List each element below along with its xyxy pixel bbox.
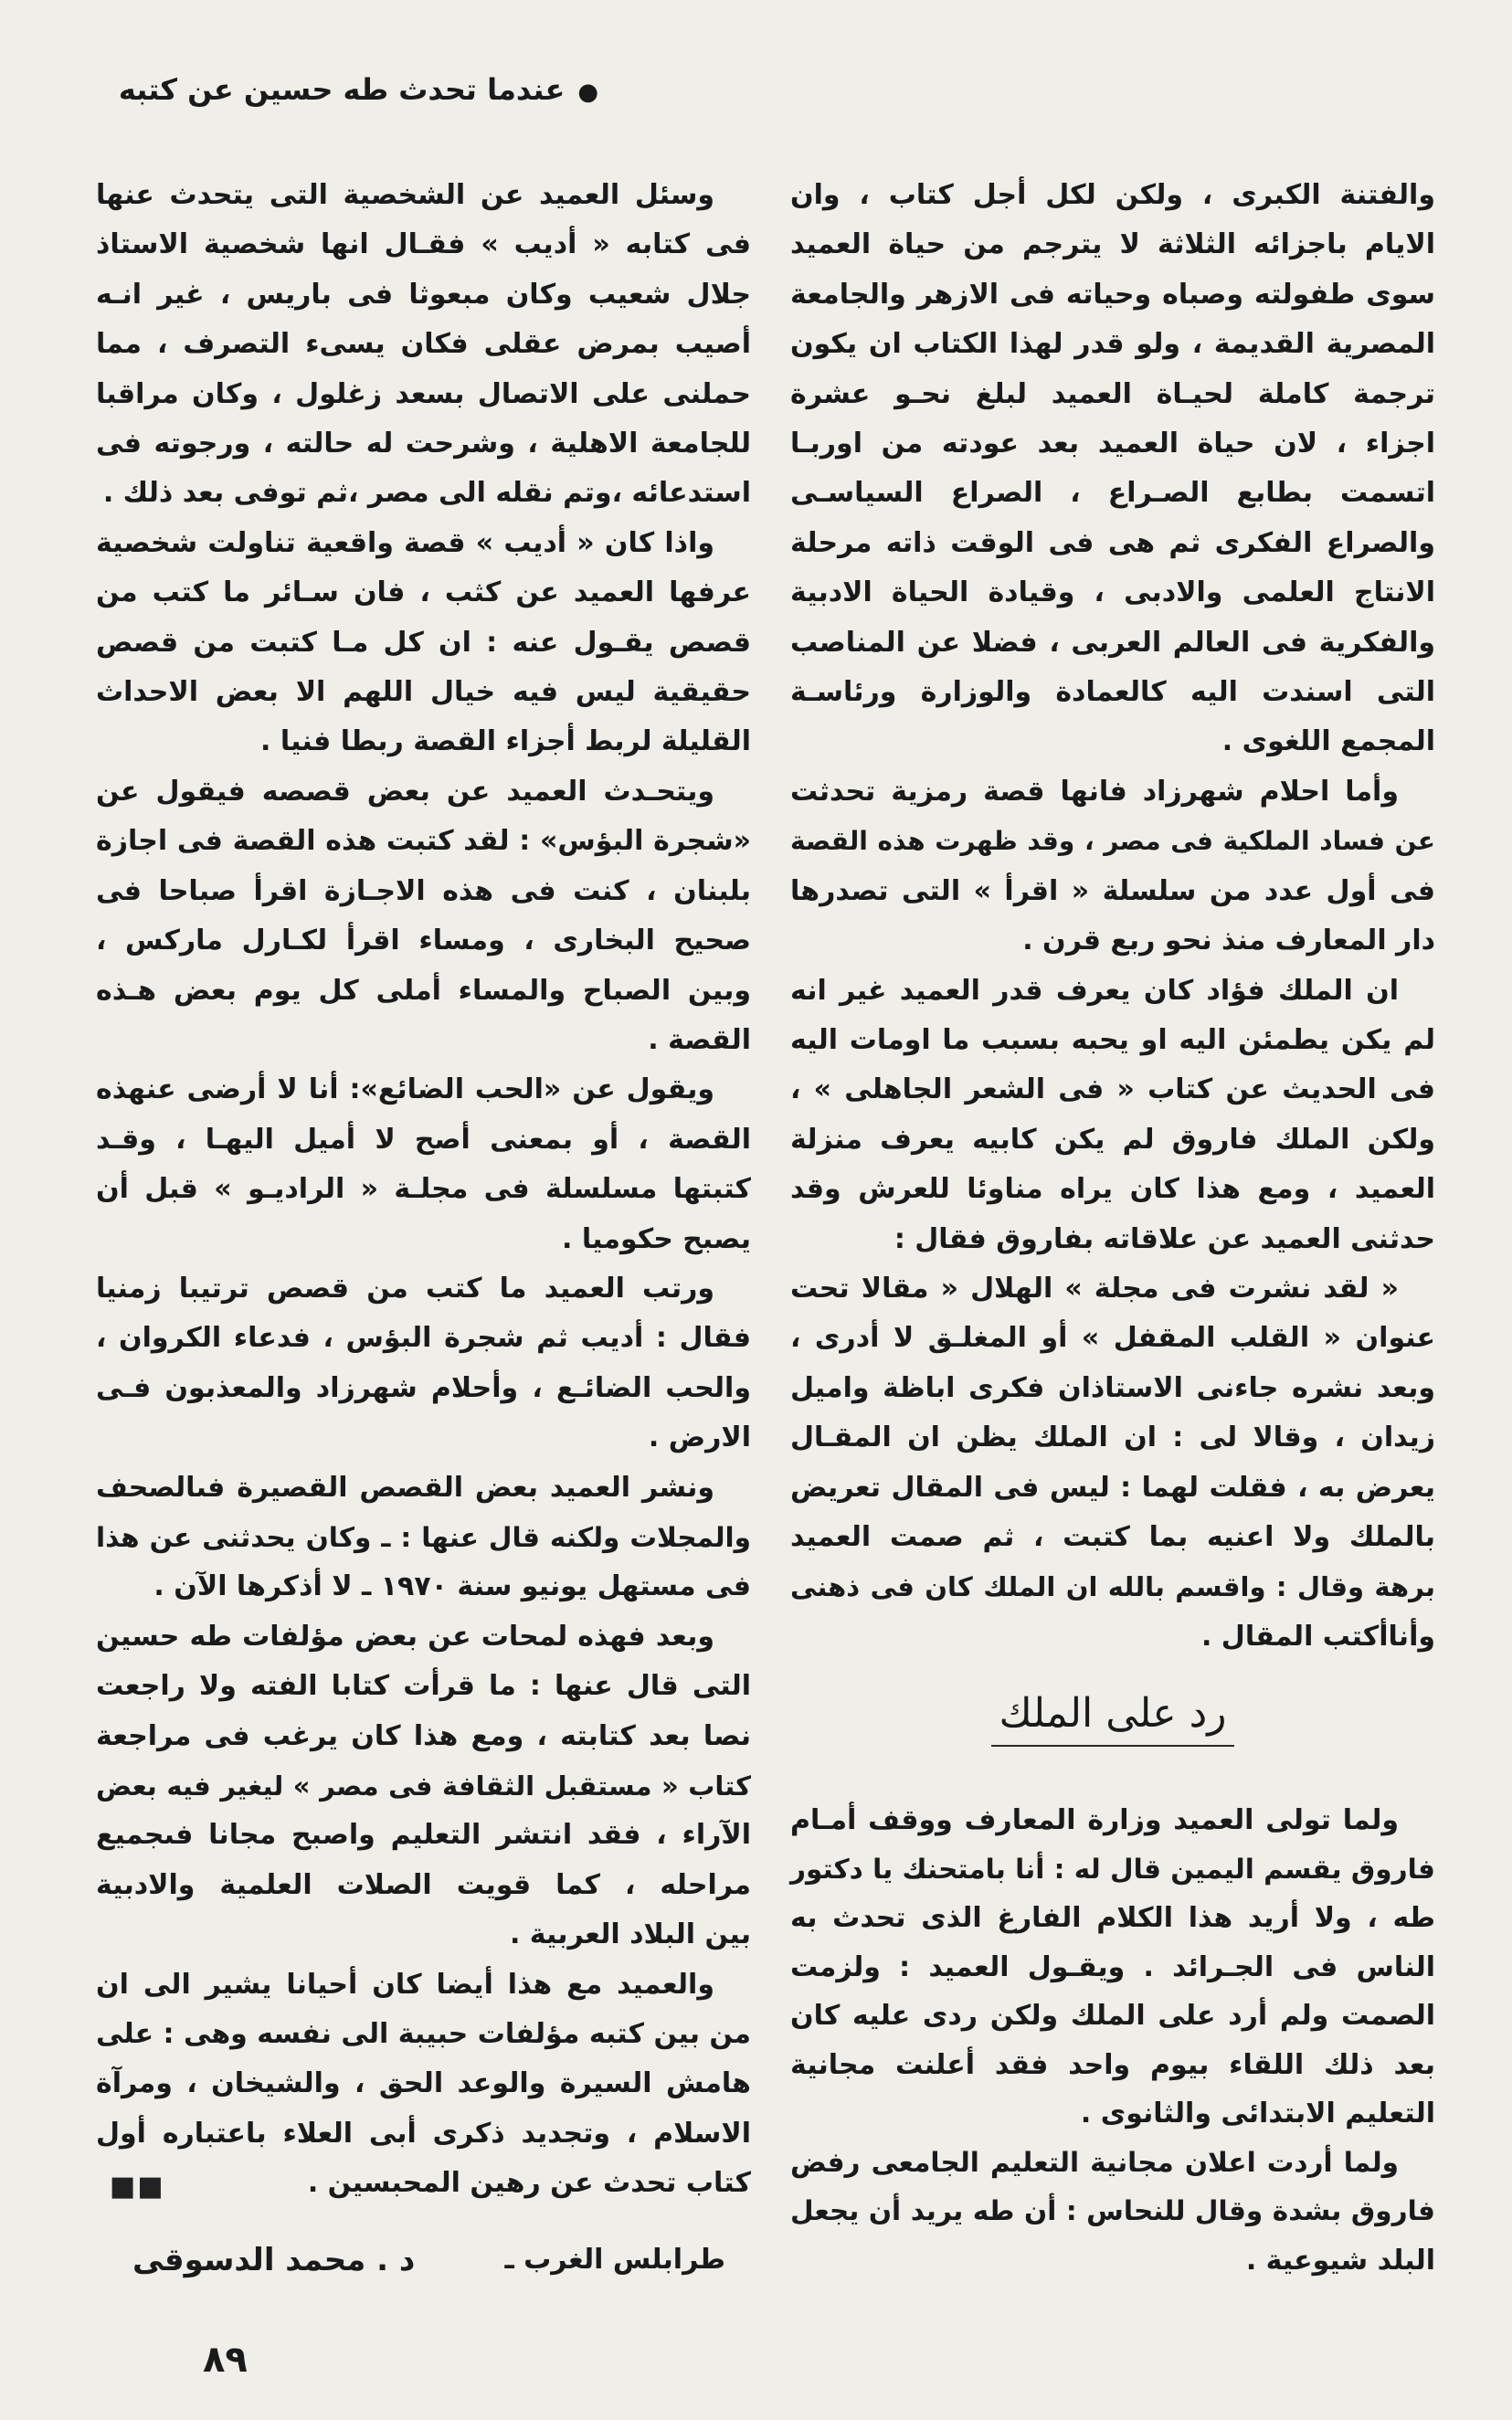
paragraph	[96, 1264, 751, 1464]
text-line: ان الملك فؤاد كان يعرف قدر العميد غير انه	[790, 974, 1399, 1007]
signature-author: د . محمد الدسوقى	[132, 2242, 416, 2278]
text-line: « لقد نشرت فى مجلة » الهلال « مقالا تحت	[790, 1272, 1399, 1305]
text-line: ولكن الملك فاروق لم يكن كابيه يعرف منزلة	[790, 1123, 1435, 1156]
paragraph	[790, 171, 1435, 767]
text-line: حقيقية ليس فيه خيال اللهم الا بعض الاحداث	[96, 676, 751, 709]
text-line: ورتب العميد ما كتب من قصص ترتيبا زمنيا	[96, 1272, 714, 1305]
text-line: حملنى على الاتصال بسعد زغلول ، وكان مراقبا	[96, 377, 751, 410]
text-line: هامش السيرة والوعد الحق ، والشيخان ، ومرآة	[96, 2067, 751, 2100]
subheading-text: رد على الملك	[991, 1686, 1233, 1747]
text-line: التى اسندت اليه كالعمادة والوزارة ورئاسـة	[790, 676, 1435, 709]
paragraph	[96, 1960, 751, 2209]
text-line: عنوان « القلب المقفل » أو المغلـق لا أدرى ،	[790, 1322, 1435, 1355]
text-line: فاروق يقسم اليمين قال له : أنا بامتحنك يا دكتور	[790, 1853, 1435, 1885]
text-line: فاروق بشدة وقال للنحاس : أن طه يريد أن يجعل	[790, 2195, 1435, 2226]
text-line: البلد شيوعية .	[1245, 2244, 1435, 2277]
text-line: التعليم الابتدائى والثانوى .	[1080, 2098, 1435, 2129]
text-line: وبين الصباح والمساء أملى كل يوم بعض هـذه	[96, 974, 751, 1007]
text-line: وبعد فهذه لمحات عن بعض مؤلفات طه حسين	[96, 1620, 714, 1653]
paragraph	[790, 967, 1435, 1264]
text-line: صحيح البخارى ، ومساء اقرأ لكـارل ماركس ،	[96, 925, 751, 957]
paragraph	[96, 519, 751, 767]
paragraph	[96, 171, 751, 519]
text-line: بالملك ولا اعنيه بما كتبت ، ثم صمت العميد	[790, 1520, 1435, 1553]
text-line: دار المعارف منذ نحو ربع قرن .	[1022, 925, 1435, 957]
text-line: كتاب « مستقبل الثقافة فى مصر » ليغير فيه بعض	[96, 1770, 751, 1802]
text-line: للجامعة الاهلية ، وشرحت له حالته ، ورجوته فى	[96, 428, 751, 460]
paragraph	[96, 1612, 751, 1960]
page-number: ٨٩	[203, 2339, 248, 2381]
text-line: والفتنة الكبرى ، ولكن لكل أجل كتاب ، وان	[790, 179, 1435, 211]
text-line: الاسلام ، وتجديد ذكرى أبى العلاء باعتباره أول	[96, 2117, 751, 2150]
signature-place: طرابلس الغرب ـ	[504, 2244, 725, 2276]
text-line: جلال شعيب وكان مبعوثا فى باريس ، غير انـه	[96, 278, 751, 311]
text-line: ونشر العميد بعض القصص القصيرة فىالصحف	[96, 1471, 714, 1504]
text-line: الارض .	[648, 1421, 751, 1454]
text-line: وأما احلام شهرزاد فانها قصة رمزية تحدثت	[790, 775, 1399, 808]
text-line: وبعد نشره جاءنى الاستاذان فكرى اباظة واميل	[790, 1371, 1435, 1404]
text-line: المجمع اللغوى .	[1221, 725, 1435, 758]
text-line: الناس فى الجـرائد . ويقـول العميد : ولزمت	[790, 1950, 1435, 1983]
text-line: فى كتابه « أديب » فقـال انها شخصية الاستاذ	[96, 228, 751, 261]
text-line: قصص يقـول عنه : ان كل مـا كتبت من قصص	[96, 626, 751, 659]
text-line: القصة .	[648, 1023, 751, 1056]
running-title: عندما تحدث طه حسين عن كتبه	[118, 72, 566, 107]
text-line: كتبتها مسلسلة فى مجلـة « الراديـو » قبل أن	[96, 1173, 751, 1206]
text-line: بلبنان ، كنت فى هذه الاجـازة اقرأ صباحا فى	[96, 874, 751, 907]
paragraph	[790, 2139, 1435, 2286]
text-line: مراحله ، كما قويت الصلات العلمية والادبية	[96, 1868, 751, 1901]
text-line: ولما أردت اعلان مجانية التعليم الجامعى رفض	[790, 2146, 1399, 2178]
text-line: «شجرة البؤس» : لقد كتبت هذه القصة فى اجازة	[96, 825, 751, 858]
text-line: سوى طفولته وصباه وحياته فى الازهر والجامعة	[790, 278, 1435, 311]
text-line: يصبح حكوميا .	[562, 1222, 751, 1255]
paragraph	[96, 767, 751, 1065]
text-line: عن فساد الملكية فى مصر ، وقد ظهرت هذه القصة	[790, 826, 1435, 857]
text-line: فقال : أديب ثم شجرة البؤس ، فدعاء الكروان ،	[96, 1322, 751, 1355]
paragraph	[790, 1264, 1435, 1662]
text-line: وأناأكتب المقال .	[1200, 1620, 1435, 1653]
text-line: ترجمة كاملة لحيـاة العميد لبلغ نحـو عشرة	[790, 377, 1435, 410]
text-line: والعميد مع هذا أيضا كان أحيانا يشير الى ان	[96, 1968, 714, 2001]
text-line: القصة ، أو بمعنى أصح لا أميل اليهـا ، وقـد	[96, 1123, 751, 1156]
text-line: وسئل العميد عن الشخصية التى يتحدث عنها	[96, 179, 714, 211]
article-end-mark: ■■	[110, 2171, 165, 2203]
text-line: ويتحـدث العميد عن بعض قصصه فيقول عن	[96, 775, 714, 808]
section-subheading	[790, 1686, 1435, 1747]
paragraph	[96, 1065, 751, 1264]
text-line: بين البلاد العربية .	[509, 1918, 751, 1951]
text-line: والحب الضائـع ، وأحلام شهرزاد والمعذبون فـى	[96, 1371, 751, 1404]
text-line: الآراء ، فقد انتشر التعليم واصبح مجانا فىجميع	[96, 1819, 751, 1852]
paragraph	[790, 767, 1435, 967]
text-line: زيدان ، وقالا لى : ان الملك يظن ان المقـال	[790, 1421, 1435, 1454]
text-line: والصراع الفكرى ثم هى فى الوقت ذاته مرحلة	[790, 526, 1435, 559]
right-column-lower	[790, 1796, 1435, 2285]
text-line: العميد ، ومع هذا كان يراه مناوئا للعرش وقد	[790, 1173, 1435, 1206]
text-line: المصرية القديمة ، ولو قدر لهذا الكتاب ان يكون	[790, 328, 1435, 361]
text-line: واذا كان « أديب » قصة واقعية تناولت شخصية	[96, 526, 714, 559]
paragraph	[790, 1796, 1435, 2139]
bullet-icon: ●	[577, 79, 598, 106]
text-line: الايام باجزائه الثلاثة لا يترجم من حياة العميد	[790, 228, 1435, 261]
text-line: بعد ذلك اللقاء بيوم واحد فقد أعلنت مجانية	[790, 2048, 1435, 2081]
text-line: طه ، ولا أريد هذا الكلام الفارغ الذى تحدث به	[790, 1902, 1435, 1934]
text-line: عرفها العميد عن كثب ، فان سـائر ما كتب من	[96, 576, 751, 609]
text-line: أصيب بمرض عقلى فكان يسىء التصرف ، مما	[96, 328, 751, 361]
text-line: حدثنى العميد عن علاقاته بفاروق فقال :	[893, 1222, 1435, 1255]
left-column	[96, 171, 751, 2209]
text-line: الصمت ولم أرد على الملك ولكن ردى عليه كان	[790, 2000, 1435, 2032]
text-line: كتاب تحدث عن رهين المحبسين .	[307, 2167, 751, 2200]
paragraph	[96, 1464, 751, 1612]
text-line: فى الحديث عن كتاب « فى الشعر الجاهلى » ،	[790, 1073, 1435, 1106]
text-line: من بين كتبه مؤلفات حبيبة الى نفسه وهى : على	[96, 2018, 751, 2051]
text-line: والفكرية فى العالم العربى ، فضلا عن المناصب	[790, 626, 1435, 659]
text-line: ولما تولى العميد وزارة المعارف ووقف أمـام	[790, 1804, 1399, 1836]
text-line: ويقول عن «الحب الضائع»: أنا لا أرضى عنهذه	[96, 1073, 714, 1106]
text-line: نصا بعد كتابته ، ومع هذا كان يرغب فى مراجعة	[96, 1719, 751, 1752]
text-line: استدعائه ،وتم نقله الى مصر ،ثم توفى بعد ذلك .	[102, 477, 751, 510]
text-line: والمجلات ولكنه قال عنها : ـ وكان يحدثنى عن هذا	[96, 1521, 751, 1553]
right-column-upper	[790, 171, 1435, 1662]
text-line: اجزاء ، لان حياة العميد بعد عودته من اوربـا	[790, 428, 1435, 460]
text-line: برهة وقال : واقسم بالله ان الملك كان فى ذهنى	[790, 1571, 1435, 1603]
text-line: يعرض به ، فقلت لهما : ليس فى المقال تعريض	[790, 1471, 1435, 1504]
text-line: التى قال عنها : ما قرأت كتابا الفته ولا راجعت	[96, 1670, 751, 1703]
text-line: فى أول عدد من سلسلة « اقرأ » التى تصدرها	[790, 874, 1435, 907]
text-line: لم يكن يطمئن اليه او يحبه بسبب ما اومات اليه	[790, 1023, 1435, 1056]
text-line: القليلة لربط أجزاء القصة ربطا فنيا .	[260, 725, 751, 758]
signature	[96, 2235, 751, 2285]
text-line: اتسمت بطابع الصـراع ، الصراع السياسـى	[790, 477, 1435, 510]
page-header	[87, 64, 598, 118]
text-line: فى مستهل يونيو سنة ١٩٧٠ ـ لا أذكرها الآن .	[153, 1570, 751, 1603]
text-line: الانتاج العلمى والادبى ، وقيادة الحياة الادبية	[790, 576, 1435, 609]
